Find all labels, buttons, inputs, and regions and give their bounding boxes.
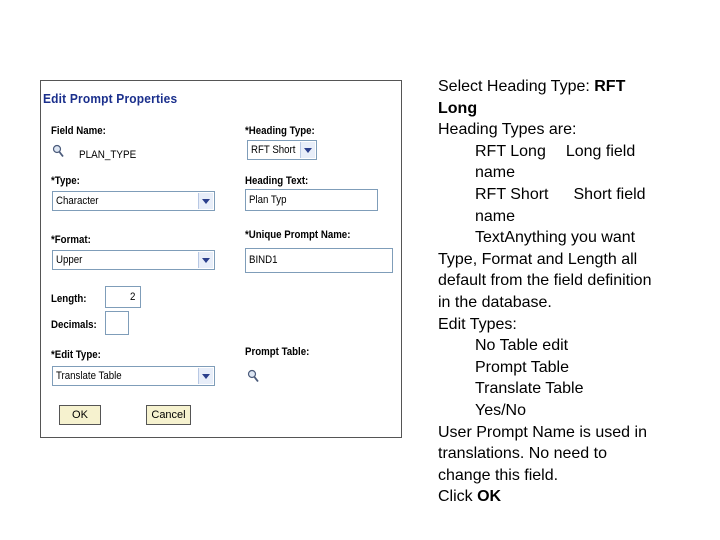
note-line: name <box>475 164 516 182</box>
note-line: Heading Types are: <box>438 121 577 139</box>
heading-type-label: *Heading Type: <box>245 125 315 137</box>
note-line: in the database. <box>438 293 552 311</box>
heading-text-value: Plan Typ <box>249 194 287 206</box>
format-label: *Format: <box>51 234 91 246</box>
note-text: RFT Short <box>475 185 549 203</box>
note-line: translations. No need to <box>438 445 607 463</box>
edit-type-select[interactable] <box>52 366 215 386</box>
note-line: No Table edit <box>475 337 569 355</box>
chevron-down-icon <box>300 142 315 158</box>
format-select[interactable] <box>52 250 215 270</box>
chevron-down-icon <box>198 252 213 268</box>
dialog-title: Edit Prompt Properties <box>43 91 178 106</box>
note-line: User Prompt Name is used in <box>438 423 647 441</box>
note-line: default from the field definition <box>438 272 652 290</box>
chevron-down-icon <box>198 368 213 384</box>
note-line: Prompt Table <box>475 358 569 376</box>
length-value: 2 <box>129 291 136 303</box>
note-emphasis: RFT <box>594 78 626 95</box>
cancel-button[interactable]: Cancel <box>146 405 191 425</box>
heading-type-select[interactable] <box>247 140 317 160</box>
edit-type-label: *Edit Type: <box>51 349 101 361</box>
note-line: Translate Table <box>475 380 584 398</box>
edit-type-value: Translate Table <box>56 370 122 382</box>
length-input[interactable] <box>105 286 141 308</box>
unique-prompt-name-label: *Unique Prompt Name: <box>245 229 351 241</box>
note-line <box>438 141 720 163</box>
note-line <box>438 76 720 98</box>
note-line <box>438 184 720 206</box>
note-text: Long field <box>565 142 636 160</box>
field-name-label: Field Name: <box>51 125 106 137</box>
decimals-label: Decimals: <box>51 319 97 331</box>
note-text: Click <box>438 488 478 506</box>
length-label: Length: <box>51 293 87 305</box>
decimals-input[interactable] <box>105 311 129 335</box>
chevron-down-icon <box>198 193 213 209</box>
note-line: TextAnything you want <box>475 229 636 247</box>
note-line <box>438 486 720 508</box>
prompt-table-label: Prompt Table: <box>245 346 310 358</box>
unique-prompt-name-input[interactable] <box>245 248 393 273</box>
note-line: Yes/No <box>475 401 526 419</box>
format-value: Upper <box>56 254 83 266</box>
note-emphasis: OK <box>477 488 502 506</box>
search-lookup-icon[interactable] <box>52 144 64 158</box>
heading-type-value: RFT Short <box>251 144 296 156</box>
type-value: Character <box>56 195 99 207</box>
note-line: Type, Format and Length all <box>438 250 638 268</box>
note-text: Short field <box>573 185 646 203</box>
field-name-value: PLAN_TYPE <box>79 149 137 161</box>
heading-text-input[interactable] <box>245 189 378 211</box>
instruction-notes <box>438 76 720 508</box>
note-text: RFT Long <box>475 142 546 160</box>
note-text: Select Heading Type: <box>438 78 595 95</box>
note-line: Long <box>438 99 478 117</box>
type-select[interactable] <box>52 191 215 211</box>
heading-text-label: Heading Text: <box>245 175 309 187</box>
edit-prompt-properties-screenshot <box>40 80 402 438</box>
note-line: change this field. <box>438 466 559 484</box>
unique-prompt-name-value: BIND1 <box>249 254 278 266</box>
note-line: Edit Types: <box>438 315 517 333</box>
note-line: name <box>475 207 516 225</box>
ok-button[interactable]: OK <box>59 405 101 425</box>
type-label: *Type: <box>51 175 80 187</box>
search-lookup-icon[interactable] <box>247 369 259 383</box>
